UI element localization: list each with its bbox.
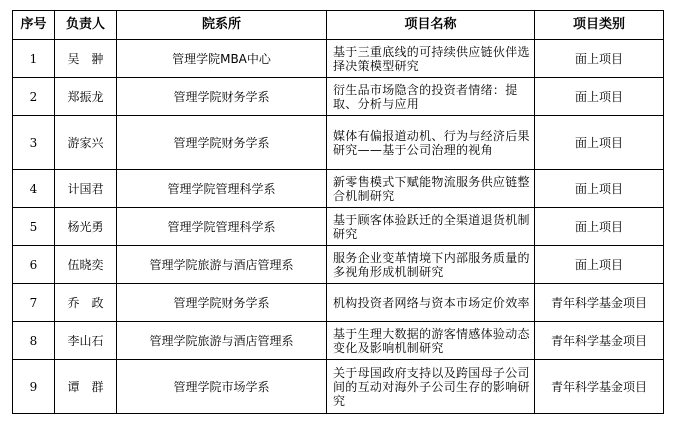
dept-cell: 管理学院管理科学系	[117, 208, 327, 246]
category-cell: 面上项目	[535, 246, 664, 284]
dept-cell: 管理学院财务学系	[117, 78, 327, 116]
table-row	[13, 360, 664, 414]
table-row	[13, 284, 664, 322]
row-number: 6	[13, 246, 55, 284]
title-cell: 基于顾客体验跃迁的全渠道退货机制研究	[327, 208, 535, 246]
table-row	[13, 170, 664, 208]
dept-cell: 管理学院市场学系	[117, 360, 327, 414]
category-cell: 青年科学基金项目	[535, 322, 664, 360]
category-cell: 面上项目	[535, 170, 664, 208]
category-cell: 面上项目	[535, 78, 664, 116]
table-row	[13, 78, 664, 116]
table-row	[13, 116, 664, 170]
row-number: 2	[13, 78, 55, 116]
dept-cell: 管理学院MBA中心	[117, 40, 327, 78]
dept-cell: 管理学院管理科学系	[117, 170, 327, 208]
table-row	[13, 246, 664, 284]
table-row	[13, 40, 664, 78]
title-cell: 基于生理大数据的游客情感体验动态变化及影响机制研究	[327, 322, 535, 360]
row-number: 4	[13, 170, 55, 208]
table-row	[13, 322, 664, 360]
row-number: 9	[13, 360, 55, 414]
row-number: 3	[13, 116, 55, 170]
header-cell-leader: 负责人	[55, 11, 117, 40]
title-cell: 机构投资者网络与资本市场定价效率	[327, 284, 535, 322]
row-number: 5	[13, 208, 55, 246]
category-cell: 面上项目	[535, 116, 664, 170]
leader-cell: 李山石	[55, 322, 117, 360]
header-row	[13, 11, 664, 40]
dept-cell: 管理学院旅游与酒店管理系	[117, 322, 327, 360]
leader-cell: 游家兴	[55, 116, 117, 170]
leader-cell: 杨光勇	[55, 208, 117, 246]
category-cell: 面上项目	[535, 208, 664, 246]
header-cell-title: 项目名称	[327, 11, 535, 40]
row-number: 8	[13, 322, 55, 360]
title-cell: 关于母国政府支持以及跨国母子公司间的互动对海外子公司生存的影响研究	[327, 360, 535, 414]
leader-cell: 乔 政	[55, 284, 117, 322]
leader-cell: 谭 群	[55, 360, 117, 414]
title-cell: 基于三重底线的可持续供应链伙伴选择决策模型研究	[327, 40, 535, 78]
dept-cell: 管理学院财务学系	[117, 284, 327, 322]
leader-cell: 伍晓奕	[55, 246, 117, 284]
header-cell-category: 项目类别	[535, 11, 664, 40]
title-cell: 新零售模式下赋能物流服务供应链整合机制研究	[327, 170, 535, 208]
leader-cell: 吴 翀	[55, 40, 117, 78]
header-cell-no: 序号	[13, 11, 55, 40]
leader-cell: 计国君	[55, 170, 117, 208]
dept-cell: 管理学院财务学系	[117, 116, 327, 170]
projects-table-wrapper	[12, 10, 664, 414]
category-cell: 青年科学基金项目	[535, 284, 664, 322]
row-number: 1	[13, 40, 55, 78]
category-cell: 青年科学基金项目	[535, 360, 664, 414]
title-cell: 衍生品市场隐含的投资者情绪：提取、分析与应用	[327, 78, 535, 116]
title-cell: 媒体有偏报道动机、行为与经济后果研究——基于公司治理的视角	[327, 116, 535, 170]
header-cell-dept: 院系所	[117, 11, 327, 40]
leader-cell: 郑振龙	[55, 78, 117, 116]
title-cell: 服务企业变革情境下内部服务质量的多视角形成机制研究	[327, 246, 535, 284]
dept-cell: 管理学院旅游与酒店管理系	[117, 246, 327, 284]
projects-table	[12, 10, 664, 414]
table-row	[13, 208, 664, 246]
row-number: 7	[13, 284, 55, 322]
category-cell: 面上项目	[535, 40, 664, 78]
